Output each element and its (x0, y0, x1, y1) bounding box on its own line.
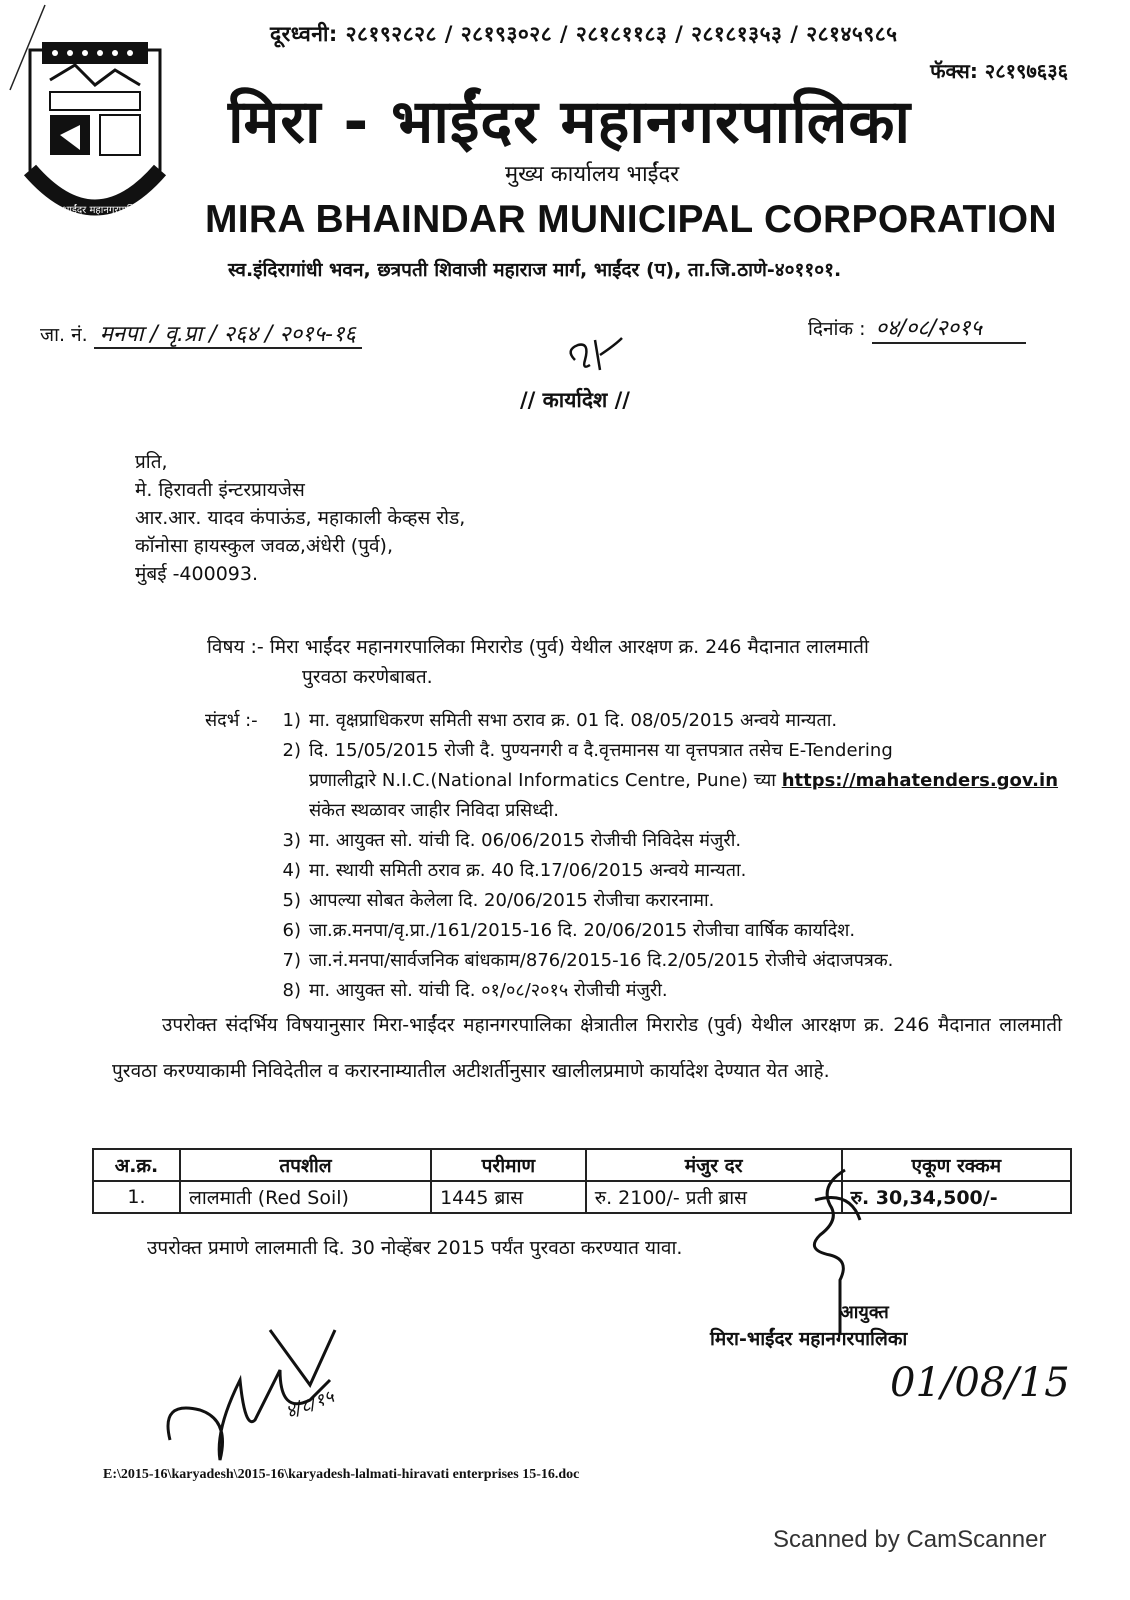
reference-item-number: 5) (282, 890, 301, 911)
reference-item-number: 4) (282, 860, 301, 881)
file-path: E:\2015-16\karyadesh\2015-16\karyadesh-lalmati-hiravati enterprises 15-16.doc (103, 1467, 580, 1482)
recipient-line: कॉनोसा हायस्कुल जवळ,अंधेरी (पुर्व), (135, 535, 394, 557)
letter-date (808, 312, 1026, 344)
reference-item-text: मा. आयुक्त सो. यांची दि. ०१/०८/२०१५ रोजीची मंजुरी. (309, 980, 668, 1001)
corporation-emblem-icon (20, 30, 170, 235)
signatory-title: आयुक्त (840, 1302, 889, 1323)
initials-mark (560, 330, 630, 380)
references-list (205, 706, 1065, 1006)
subject-block (207, 632, 1027, 692)
scanner-watermark: Scanned by CamScanner (773, 1526, 1047, 1553)
recipient-line: आर.आर. यादव कंपाऊंड, महाकाली केव्हस रोड, (135, 507, 466, 529)
reference-item-text: मा. आयुक्त सो. यांची दि. 06/06/2015 रोजीची निविदेस मंजुरी. (309, 830, 742, 851)
subject-line: विषय :- मिरा भाईंदर महानगरपालिका मिरारोड (पुर्व) येथील आरक्षण क्र. 246 मैदानात लालमाती (207, 636, 869, 658)
table-header-row (93, 1149, 1071, 1181)
handwritten-date: 01/08/15 (890, 1360, 1070, 1406)
column-header: परीमाण (431, 1149, 586, 1181)
table-row (93, 1181, 1071, 1213)
reference-item-text: मा. वृक्षप्राधिकरण समिती सभा ठराव क्र. 01 दि. 08/05/2015 अन्वये मान्यता. (309, 710, 838, 731)
table-cell: रु. 30,34,500/- (842, 1181, 1071, 1213)
subtitle-marathi: मुख्य कार्यालय भाईंदर (505, 162, 680, 187)
reference-item-text: मा. स्थायी समिती ठराव क्र. 40 दि.17/06/2015 अन्वये मान्यता. (309, 860, 747, 881)
reference-label: जा. नं. (40, 324, 88, 346)
work-order-heading: // कार्यादेश // (520, 388, 630, 412)
table-cell: 1. (93, 1181, 180, 1213)
date-value: ०४/०८/२०१५ (872, 312, 1026, 344)
reference-item-text: आपल्या सोबत केलेला दि. 20/06/2015 रोजीचा करारनामा. (309, 890, 715, 911)
reference-item-text: जा.क्र.मनपा/वृ.प्रा./161/2015-16 दि. 20/06/2015 रोजीचा वार्षिक कार्यादेश. (309, 920, 856, 941)
reference-item-text: जा.नं.मनपा/सार्वजनिक बांधकाम/876/2015-16 दि.2/05/2015 रोजीचे अंदाजपत्रक. (309, 950, 894, 971)
column-header: मंजुर दर (586, 1149, 842, 1181)
table-cell: रु. 2100/- प्रती ब्रास (586, 1181, 842, 1213)
reference-item-text (309, 766, 1065, 796)
table-cell: लालमाती (Red Soil) (180, 1181, 431, 1213)
body-paragraph: उपरोक्त संदर्भिय विषयानुसार मिरा-भाईंदर महानगरपालिका क्षेत्रातील मिरारोड (पुर्व) येथील आरक्षण क्र. 246 मैदानात लालमाती पुरवठा करण्याकामी निविदेतील व करारनाम्यातील अटीशर्तीनुसार खालीलप्रमाणे कार्यादेश देण्यात येत आहे. (112, 1014, 1062, 1082)
recipient-address (135, 448, 465, 588)
reference-item-text: संकेत स्थळावर जाहीर निविदा प्रसिध्दी. (309, 800, 559, 821)
signatory-organisation: मिरा-भाईंदर महानगरपालिका (710, 1328, 908, 1350)
left-signature (160, 1320, 390, 1470)
svg-text:मिरा-भाईंदर महानगरपालिका: मिरा-भाईंदर महानगरपालिका (43, 205, 147, 216)
phone-numbers: दूरध्वनी: २८१९२८२८ / २८१९३०२८ / २८१८११८३ / २८१८१३५३ / २८१४५९८५ (270, 22, 898, 46)
mahatenders-link[interactable]: https://mahatenders.gov.in (781, 770, 1059, 791)
recipient-line: मुंबई -400093. (135, 563, 259, 585)
recipient-line: प्रति, (135, 451, 168, 473)
left-signature-date: ४/८/१५ (283, 1386, 337, 1423)
column-header: अ.क्र. (93, 1149, 180, 1181)
corporation-address: स्व.इंदिरागांधी भवन, छत्रपती शिवाजी महाराज मार्ग, भाईंदर (प), ता.जि.ठाणे-४०११०१. (228, 259, 842, 281)
title-english: MIRA BHAINDAR MUNICIPAL CORPORATION (205, 198, 1057, 241)
reference-number (40, 318, 362, 348)
date-label: दिनांक : (808, 318, 866, 340)
reference-item-number: 8) (282, 980, 301, 1001)
recipient-line: मे. हिरावती इंन्टरप्रायजेस (135, 479, 305, 501)
reference-item-number: 3) (282, 830, 301, 851)
references-label: संदर्भ :- (205, 710, 258, 731)
table-cell: 1445 ब्रास (431, 1181, 586, 1213)
subject-line: पुरवठा करणेबाबत. (302, 666, 433, 688)
work-order-table (92, 1148, 1072, 1214)
reference-item-text-part: प्रणालीद्वारे N.I.C.(National Informatics Centre, Pune) च्या (309, 770, 776, 791)
reference-value: मनपा / वृ.प्रा / २६४ / २०१५-१६ (94, 322, 362, 349)
fax-number: फॅक्स: २८१९७६३६ (930, 59, 1068, 83)
column-header: एकूण रक्कम (842, 1149, 1071, 1181)
reference-item-number: 2) (282, 740, 301, 761)
reference-item-number: 7) (282, 950, 301, 971)
reference-item-number: 6) (282, 920, 301, 941)
title-marathi: मिरा - भाईंदर महानगरपालिका (228, 87, 912, 157)
supply-deadline: उपरोक्त प्रमाणे लालमाती दि. 30 नोव्हेंबर 2015 पर्यंत पुरवठा करण्यात यावा. (147, 1237, 683, 1259)
reference-item-text: दि. 15/05/2015 रोजी दै. पुण्यनगरी व दै.वृत्तमानस या वृत्तपत्रात तसेच E-Tendering (309, 740, 893, 761)
column-header: तपशील (180, 1149, 431, 1181)
reference-item-number: 1) (282, 710, 301, 731)
